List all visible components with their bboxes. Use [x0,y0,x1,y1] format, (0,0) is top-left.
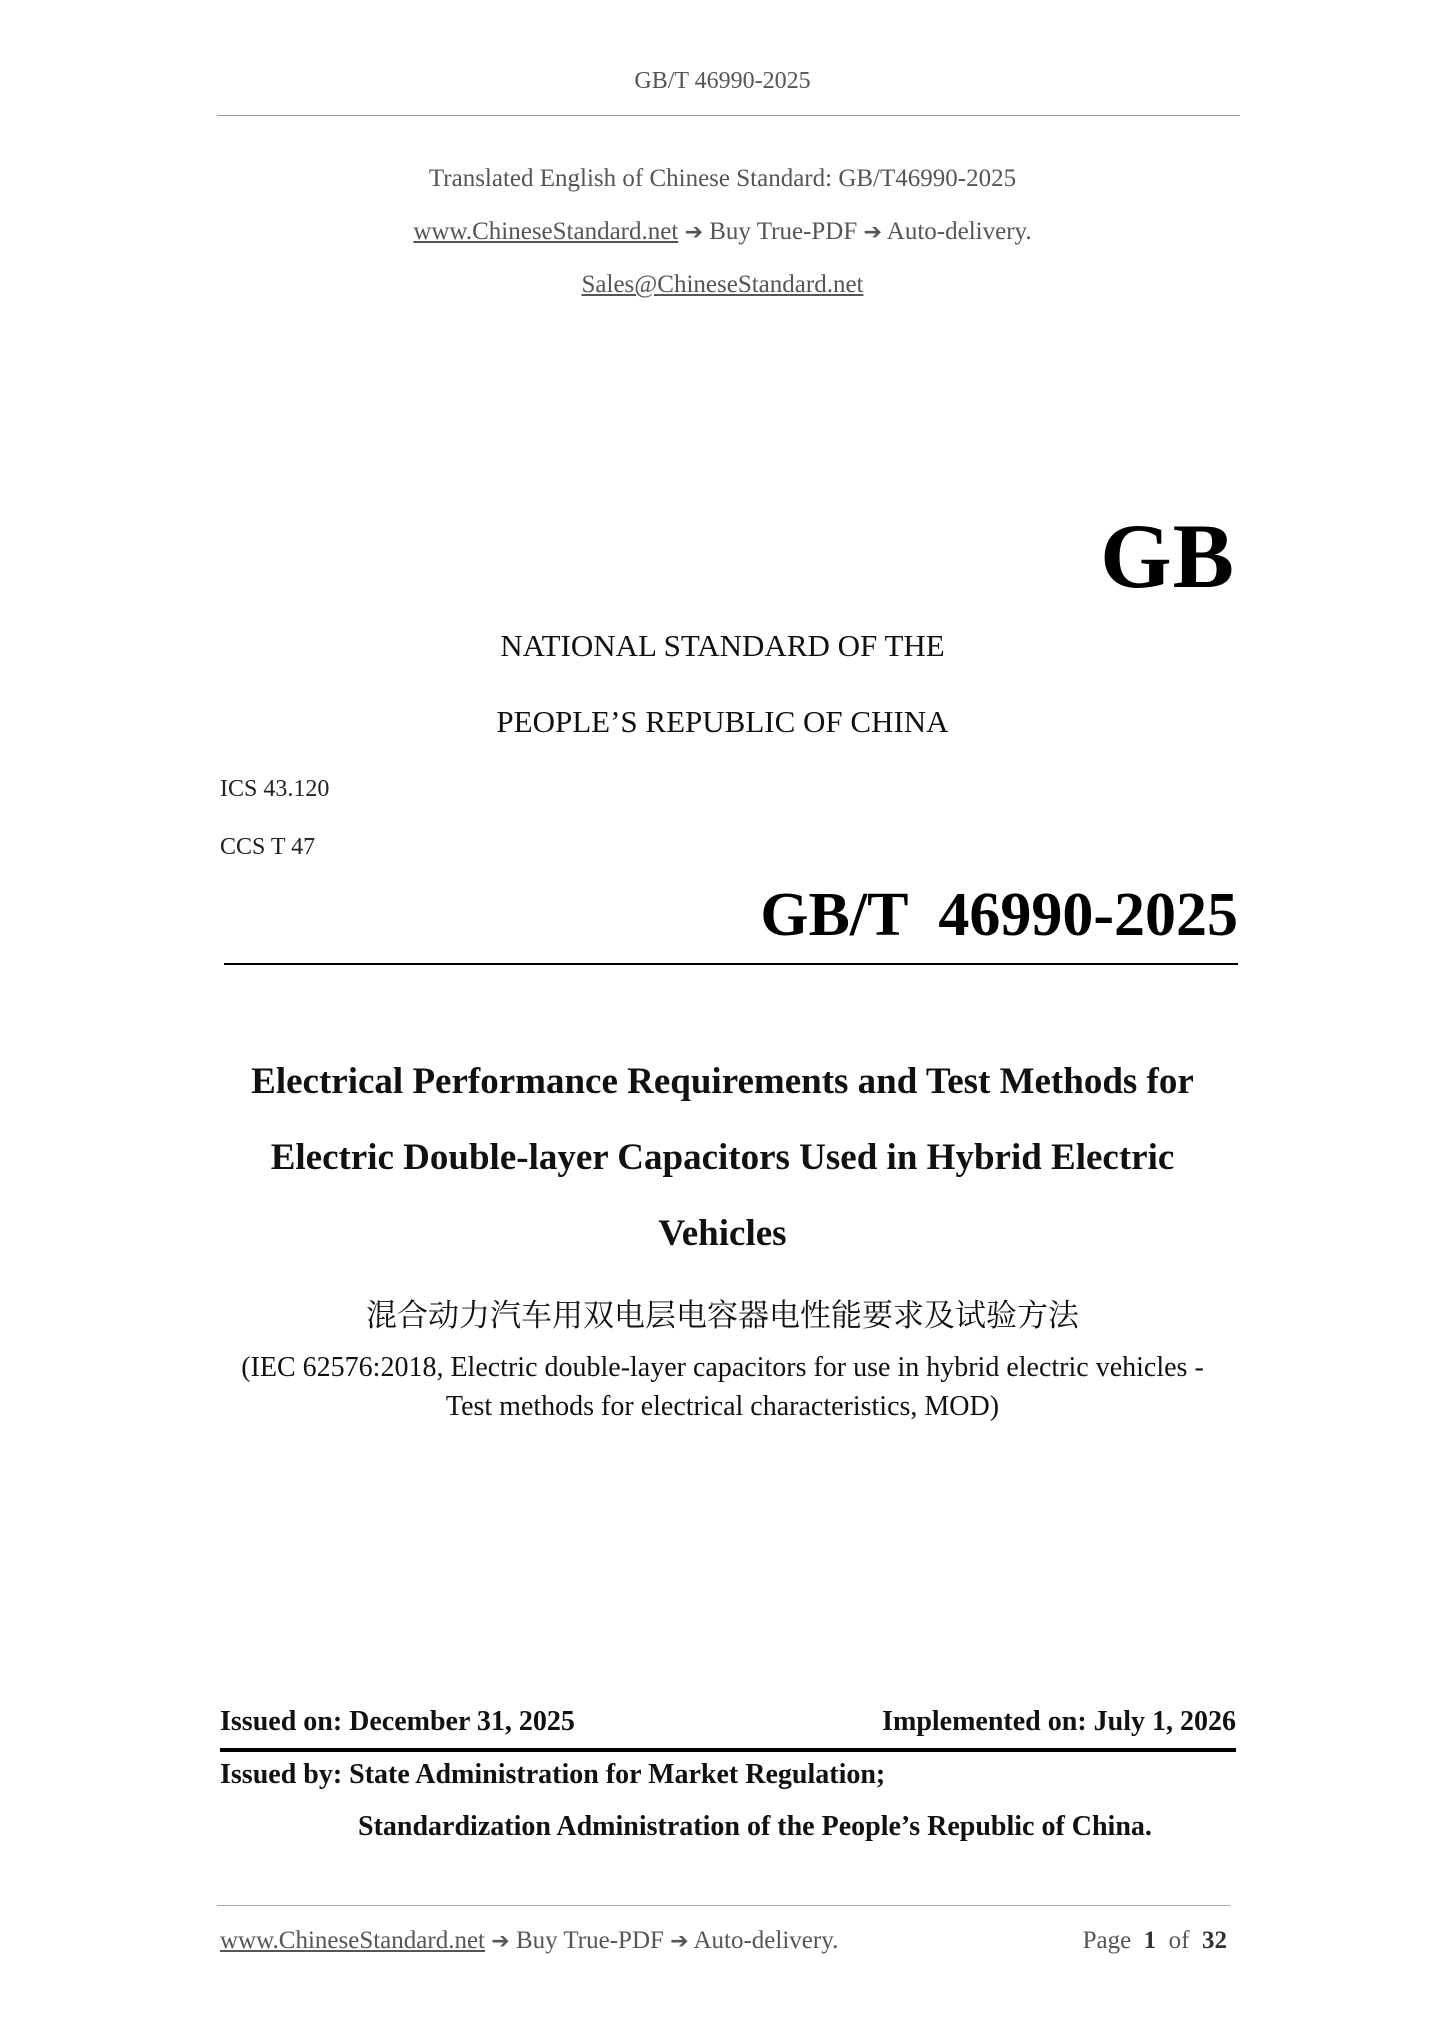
national-standard-line1: NATIONAL STANDARD OF THE [500,628,945,663]
national-standard-line2: PEOPLE’S REPUBLIC OF CHINA [496,704,949,739]
issued-by-line1: Issued by: State Administration for Market Regulation; [220,1759,886,1790]
promo-delivery-text: Auto-delivery. [886,218,1032,245]
promo-translated-line [0,165,1445,193]
origin-line2: Test methods for electrical characteristics, MOD) [445,1391,1000,1422]
page-current: 1 [1143,1927,1157,1954]
title-en-line2: Electric Double-layer Capacitors Used in Hybrid Electric [270,1137,1175,1178]
title-en-line3: Vehicles [658,1213,787,1254]
footer-divider [217,1905,1230,1906]
ics-code: ICS 43.120 [220,776,330,802]
arrow-right-icon: ➔ [670,1929,689,1954]
issued-by-line2: Standardization Administration of the People’s Republic of China. [358,1811,1152,1842]
page-total: 32 [1202,1927,1227,1954]
promo-buy-text: Buy True-PDF [709,218,858,245]
arrow-right-icon: ➔ [684,220,703,245]
promo-email-line [0,271,1445,299]
page-label: Page [1082,1927,1132,1954]
dates-divider [220,1748,1236,1752]
standard-number-divider [224,963,1238,965]
running-header [0,68,1445,95]
page-number [1083,1927,1227,1955]
promo-buy-line [0,218,1445,246]
implemented-on-date: Implemented on: July 1, 2026 [882,1706,1236,1737]
footer-promo [220,1927,838,1955]
running-header-title: GB/T 46990-2025 [634,68,811,94]
gb-mark: GB [1100,505,1235,607]
footer-delivery-text: Auto-delivery. [693,1927,839,1954]
standard-number: GB/T 46990-2025 [760,881,1238,949]
origin-line1: (IEC 62576:2018, Electric double-layer capacitors for use in hybrid electric vehicles - [241,1352,1204,1383]
ccs-code: CCS T 47 [220,834,316,860]
promo-site-link[interactable]: www.ChineseStandard.net [413,218,679,245]
footer-buy-text: Buy True-PDF [515,1927,664,1954]
title-cn: 混合动力汽车用双电层电容器电性能要求及试验方法 [366,1298,1079,1334]
arrow-right-icon: ➔ [491,1929,510,1954]
promo-translated-text: Translated English of Chinese Standard: GB/T46990-2025 [428,165,1017,192]
promo-email-link[interactable]: Sales@ChineseStandard.net [581,271,864,298]
page-of: of [1168,1927,1190,1954]
footer-site-link[interactable]: www.ChineseStandard.net [220,1927,485,1954]
title-en-line1: Electrical Performance Requirements and Test Methods for [251,1061,1194,1102]
issued-on-date: Issued on: December 31, 2025 [220,1706,575,1737]
header-divider [217,115,1240,116]
arrow-right-icon: ➔ [863,220,882,245]
